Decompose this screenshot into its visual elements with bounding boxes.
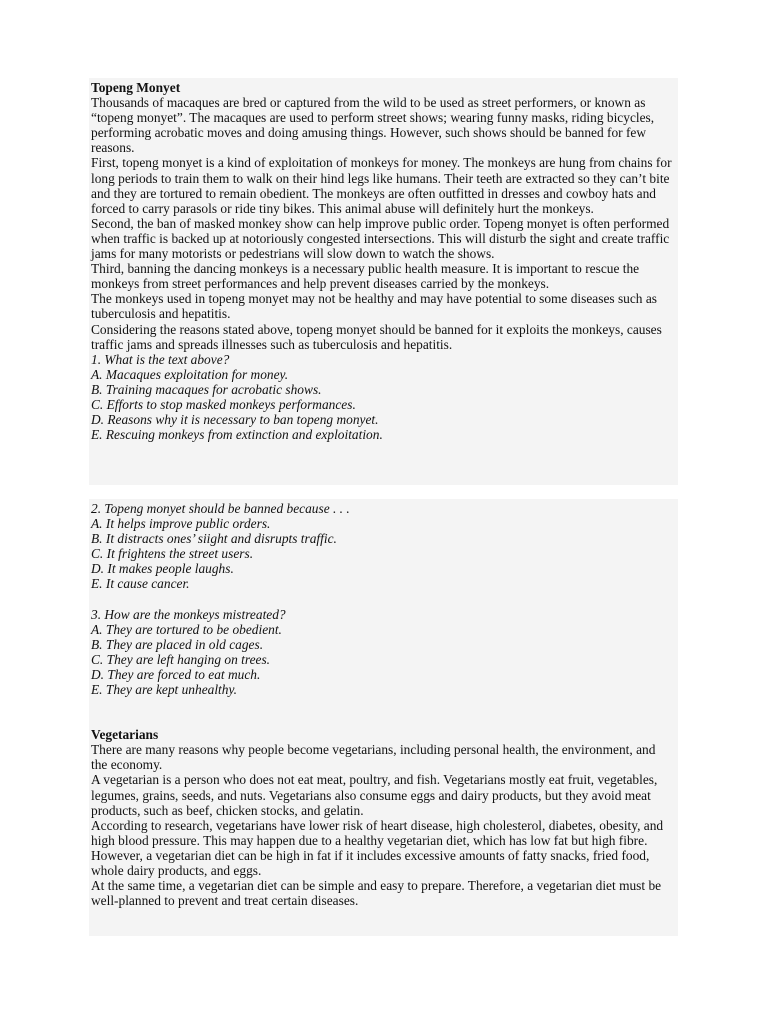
answer-option: B. Training macaques for acrobatic shows. bbox=[91, 381, 322, 397]
answer-option: B. They are placed in old cages. bbox=[91, 636, 264, 652]
answer-option: A. It helps improve public orders. bbox=[91, 516, 271, 532]
text-block-continued bbox=[89, 499, 678, 936]
article-title: Topeng Monyet bbox=[91, 80, 181, 95]
text-block-topeng-monyet bbox=[89, 78, 678, 485]
answer-option: C. Efforts to stop masked monkeys performances. bbox=[91, 396, 356, 412]
paragraph: The monkeys used in topeng monyet may not be healthy and may have potential to some diseases such as tuberculosis and hepatitis. bbox=[91, 291, 657, 322]
spacer bbox=[91, 697, 674, 727]
question-text: 2. Topeng monyet should be banned because . . . bbox=[91, 501, 350, 516]
paragraph: Considering the reasons stated above, topeng monyet should be banned for it exploits the monkeys, causes traffic jams and spreads illnesses such as tuberculosis and hepatitis. bbox=[91, 321, 662, 352]
paragraph: There are many reasons why people become vegetarians, including personal health, the environment, and the economy. bbox=[91, 742, 656, 773]
paragraph: According to research, vegetarians have lower risk of heart disease, high cholesterol, diabetes, obesity, and high blood pressure. This may happen due to a healthy vegetarian diet, which has low fat but high fibre. bbox=[91, 817, 664, 848]
answer-option: B. It distracts ones’ siight and disrupts traffic. bbox=[91, 531, 337, 547]
answer-option: C. It frightens the street users. bbox=[91, 546, 254, 562]
paragraph: First, topeng monyet is a kind of exploitation of monkeys for money. The monkeys are hung from chains for long periods to train them to walk on their hind legs like humans. Their teeth are extracted so they can’t bite and they are tortured to remain obedient. The monkeys are often outfitted in dresses and cowboy hats and forced to carry parasols or ride tiny bikes. This animal abuse will definitely hurt the monkeys. bbox=[91, 155, 672, 216]
answer-option: C. They are left hanging on trees. bbox=[91, 651, 271, 667]
question-text: 3. How are the monkeys mistreated? bbox=[91, 606, 286, 622]
answer-option: E. They are kept unhealthy. bbox=[91, 682, 238, 698]
paragraph: Thousands of macaques are bred or captured from the wild to be used as street performers, or known as “topeng monyet”. The macaques are used to perform street shows; wearing funny masks, riding bicycles, performing acrobatic moves and doing amusing things. However, such shows should be banned for few reasons. bbox=[91, 95, 655, 156]
answer-option: E. It cause cancer. bbox=[91, 576, 190, 592]
paragraph: Second, the ban of masked monkey show can help improve public order. Topeng monyet is often performed when traffic is backed up at notoriously congested intersections. This will disturb the sight and create traffic jams for many motorists or pedestrians will slow down to watch the shows. bbox=[91, 215, 670, 262]
answer-option: A. Macaques exploitation for money. bbox=[91, 366, 289, 382]
answer-option: D. Reasons why it is necessary to ban topeng monyet. bbox=[91, 412, 379, 428]
paragraph: At the same time, a vegetarian diet can be simple and easy to prepare. Therefore, a vegetarian diet must be well-planned to prevent and treat certain diseases. bbox=[91, 878, 662, 909]
question-text: 1. What is the text above? bbox=[91, 351, 230, 367]
answer-option: D. It makes people laughs. bbox=[91, 561, 234, 577]
answer-option: A. They are tortured to be obedient. bbox=[91, 621, 282, 637]
answer-option: E. Rescuing monkeys from extinction and exploitation. bbox=[91, 427, 383, 443]
paragraph: However, a vegetarian diet can be high in fat if it includes excessive amounts of fatty snacks, fried food, whole dairy products, and eggs. bbox=[91, 847, 650, 878]
article-title: Vegetarians bbox=[91, 727, 159, 743]
paragraph: A vegetarian is a person who does not eat meat, poultry, and fish. Vegetarians mostly eat fruit, vegetables, legumes, grains, seeds, and nuts. Vegetarians also consume eggs and dairy products, but they avoid meat products, such as beef, chicken stocks, and gelatin. bbox=[91, 772, 658, 818]
paragraph: Third, banning the dancing monkeys is a necessary public health measure. It is important to rescue the monkeys from street performances and help prevent diseases carried by the monkeys. bbox=[91, 261, 640, 292]
spacer bbox=[91, 592, 674, 607]
answer-option: D. They are forced to eat much. bbox=[91, 666, 261, 682]
